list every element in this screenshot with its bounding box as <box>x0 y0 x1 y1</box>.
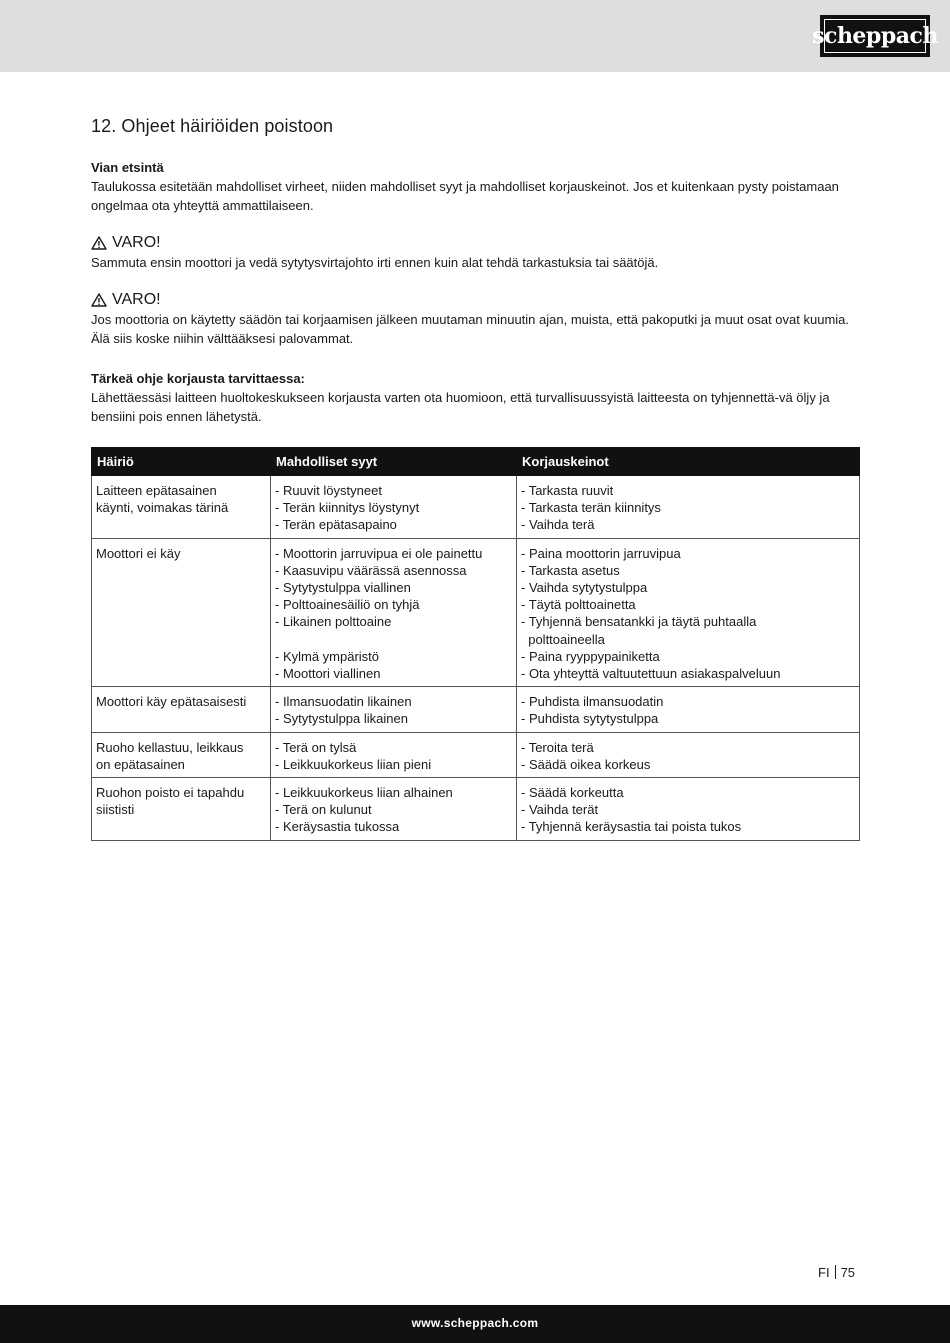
note-section <box>91 369 861 426</box>
cell-line: - Kylmä ympäristö <box>275 648 380 664</box>
diagnosis-text: Taulukossa esitetään mahdolliset virheet, niiden mahdolliset syyt ja mahdolliset korjauskeinot. Jos et kuitenkaan pysty poistamaan ongelmaa ota yhteyttä ammattilaiseen. <box>91 179 839 213</box>
footer-band <box>0 1305 950 1343</box>
cell-line: - Puhdista ilmansuodatin <box>521 694 664 710</box>
cell-line: - Polttoainesäiliö on tyhjä <box>275 597 420 613</box>
header-causes: Mahdolliset syyt <box>271 448 517 476</box>
note-text: Lähettäessäsi laitteen huoltokeskukseen korjausta varten ota huomioon, että turvallisuussyistä laitteesta on tyhjennettä-vä öljy ja bensiini pois ennen lähetystä. <box>91 390 830 424</box>
cell-line: - Säädä korkeutta <box>521 785 624 801</box>
note-heading: Tärkeä ohje korjausta tarvittaessa: <box>91 371 305 386</box>
header-band <box>0 0 950 72</box>
section-title: 12. Ohjeet häiriöiden poistoon <box>91 116 334 136</box>
brand-logo <box>812 15 938 57</box>
cell-remedies <box>517 538 860 687</box>
header-remedies: Korjauskeinot <box>517 448 860 476</box>
cell-line: - Sytytystulppa viallinen <box>275 580 411 596</box>
warning-1 <box>91 233 861 272</box>
cell-fault <box>92 476 271 539</box>
cell-line: Moottori käy epätasaisesti <box>96 694 247 710</box>
cell-fault <box>92 538 271 687</box>
brand-logo-text: scheppach <box>812 23 938 49</box>
cell-line: Moottori ei käy <box>96 545 181 561</box>
cell-line: - Likainen polttoaine <box>275 614 392 630</box>
table-row <box>92 476 860 539</box>
cell-line: - Säädä oikea korkeus <box>521 756 651 772</box>
cell-causes <box>271 687 517 732</box>
cell-causes <box>271 732 517 777</box>
cell-line: - Vaihda terät <box>521 802 599 818</box>
cell-line: - Vaihda sytytystulppa <box>521 580 648 596</box>
cell-fault <box>92 732 271 777</box>
cell-causes <box>271 476 517 539</box>
cell-line: - Ota yhteyttä valtuutettuun asiakaspalveluun <box>521 666 781 682</box>
cell-line: - Ilmansuodatin likainen <box>275 694 412 710</box>
cell-line: Ruohon poisto ei tapahdu <box>96 785 245 801</box>
page-language: FI <box>818 1265 830 1280</box>
cell-line: - Teroita terä <box>521 739 594 755</box>
cell-line: - Terä on tylsä <box>275 739 357 755</box>
cell-line: - Leikkuukorkeus liian pieni <box>275 756 432 772</box>
table-row <box>92 687 860 732</box>
cell-fault <box>92 778 271 841</box>
cell-line: - Paina moottorin jarruvipua <box>521 545 681 561</box>
cell-line: - Kaasuvipu väärässä asennossa <box>275 562 467 578</box>
warning-1-title: VARO! <box>112 234 161 251</box>
table-row <box>92 538 860 687</box>
cell-line: siististi <box>96 802 135 818</box>
warning-2 <box>91 290 861 348</box>
cell-line: - Leikkuukorkeus liian alhainen <box>275 785 453 801</box>
warning-2-text: Jos moottoria on käytetty säädön tai korjaamisen jälkeen muutaman minuutin ajan, muista, että pakoputki ja muut osat ovat kuumia. Älä siis koske niihin välttääksesi palovammat. <box>91 312 850 346</box>
warning-2-title: VARO! <box>112 291 161 308</box>
cell-line: polttoaineella <box>521 631 605 647</box>
table-body <box>92 476 860 841</box>
cell-line: - Tarkasta ruuvit <box>521 483 614 498</box>
cell-line: - Sytytystulppa likainen <box>275 711 408 727</box>
cell-line: käynti, voimakas tärinä <box>96 500 229 516</box>
cell-line: Laitteen epätasainen <box>96 483 217 498</box>
cell-line: on epätasainen <box>96 756 185 772</box>
warning-1-text: Sammuta ensin moottori ja vedä sytytysvirtajohto irti ennen kuin alat tehdä tarkastuksia tai säätöjä. <box>91 255 659 270</box>
cell-remedies <box>517 687 860 732</box>
cell-line: - Terä on kulunut <box>275 802 372 818</box>
page-separator <box>835 1265 836 1279</box>
cell-line: - Tarkasta terän kiinnitys <box>521 500 661 516</box>
cell-remedies <box>517 732 860 777</box>
footer-url: www.scheppach.com <box>411 1316 539 1330</box>
cell-line: - Ruuvit löystyneet <box>275 483 382 498</box>
warning-triangle-icon <box>91 293 107 307</box>
cell-line: Ruoho kellastuu, leikkaus <box>96 739 244 755</box>
diagnosis-section <box>91 158 861 215</box>
cell-line <box>275 631 512 648</box>
cell-remedies <box>517 778 860 841</box>
page-number <box>818 1265 855 1280</box>
cell-causes <box>271 778 517 841</box>
cell-line: - Moottori viallinen <box>275 666 381 682</box>
cell-line: - Vaihda terä <box>521 517 595 533</box>
table-row <box>92 778 860 841</box>
table-header-row <box>92 448 860 476</box>
cell-line: - Moottorin jarruvipua ei ole painettu <box>275 545 483 561</box>
cell-line: - Täytä polttoainetta <box>521 597 636 613</box>
troubleshooting-table <box>91 447 860 841</box>
cell-line: - Keräysastia tukossa <box>275 819 400 835</box>
cell-line: - Puhdista sytytystulppa <box>521 711 659 727</box>
warning-triangle-icon <box>91 236 107 250</box>
cell-line: - Tyhjennä keräysastia tai poista tukos <box>521 819 742 835</box>
cell-line: - Terän kiinnitys löystynyt <box>275 500 420 516</box>
cell-line: - Tyhjennä bensatankki ja täytä puhtaalla <box>521 614 757 630</box>
cell-fault <box>92 687 271 732</box>
cell-line: - Tarkasta asetus <box>521 562 620 578</box>
cell-line: - Terän epätasapaino <box>275 517 397 533</box>
cell-line: - Paina ryyppypainiketta <box>521 648 660 664</box>
cell-remedies <box>517 476 860 539</box>
cell-causes <box>271 538 517 687</box>
header-fault: Häiriö <box>92 448 271 476</box>
diagnosis-heading: Vian etsintä <box>91 160 164 175</box>
table-row <box>92 732 860 777</box>
page-number-value: 75 <box>840 1265 856 1280</box>
